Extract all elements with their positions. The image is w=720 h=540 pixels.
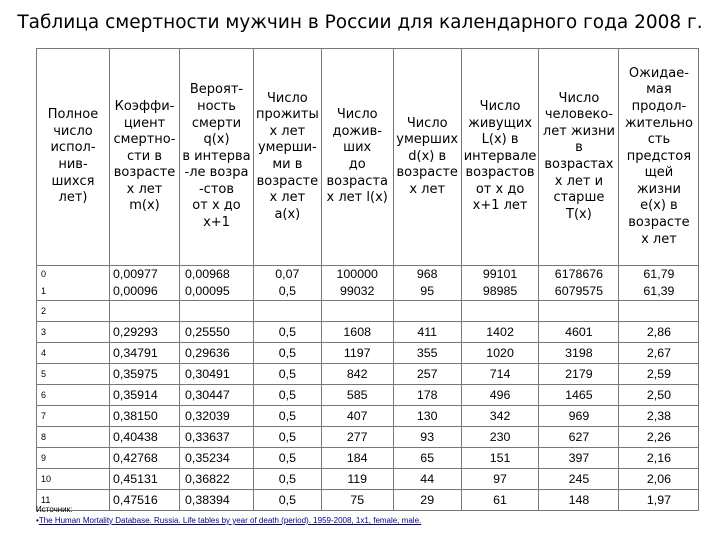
source-note [36, 504, 421, 526]
Tx-cell: 969 [539, 406, 619, 427]
Tx-cell: 1465 [539, 385, 619, 406]
table-row [37, 385, 699, 406]
mx-cell: 0,00977 0,00096 [110, 266, 180, 301]
empty-cell [110, 301, 180, 322]
ax-cell: 0,5 [254, 343, 322, 364]
dx-cell: 968 95 [393, 266, 461, 301]
header-Tx: Число человеко- лет жизни в возрастах x лет и старше T(x) [539, 49, 619, 266]
ex-cell: 2,59 [619, 364, 699, 385]
ax-cell: 0,5 [254, 469, 322, 490]
table-row [37, 364, 699, 385]
ex-cell: 1,97 [619, 490, 699, 511]
Tx-cell: 3198 [539, 343, 619, 364]
mx-cell: 0,29293 [110, 322, 180, 343]
dx-cell: 257 [393, 364, 461, 385]
source-line: •The Human Mortality Database. Russia. Life tables by year of death (period). 1959-2008, 1x1, female, male. [36, 516, 422, 525]
dx-cell: 29 [393, 490, 461, 511]
Lx-cell: 97 [461, 469, 539, 490]
lx-cell: 277 [321, 427, 393, 448]
dx-cell: 130 [393, 406, 461, 427]
ax-cell: 0,5 [254, 406, 322, 427]
lx-cell: 842 [321, 364, 393, 385]
ax-cell: 0,5 [254, 322, 322, 343]
lx-cell: 100000 99032 [321, 266, 393, 301]
source-link[interactable]: The Human Mortality Database. Russia. Life tables by year of death (period). 1959-2008, 1x1, female, male. [38, 516, 422, 525]
ex-cell: 2,26 [619, 427, 699, 448]
table-row [37, 322, 699, 343]
qx-cell: 0,30447 [180, 385, 254, 406]
mx-cell: 0,47516 [110, 490, 180, 511]
qx-cell: 0,33637 [180, 427, 254, 448]
table-row-gap [37, 301, 699, 322]
header-row [37, 49, 699, 266]
header-qx: Вероят- ность смерти q(x) в интерва -ле возра -стов от x до x+1 [180, 49, 254, 266]
ax-cell: 0,5 [254, 490, 322, 511]
empty-cell [254, 301, 322, 322]
mx-cell: 0,35975 [110, 364, 180, 385]
Tx-cell: 627 [539, 427, 619, 448]
Tx-cell: 6178676 6079575 [539, 266, 619, 301]
mx-cell: 0,35914 [110, 385, 180, 406]
age-cell: 8 [37, 427, 110, 448]
lx-cell: 184 [321, 448, 393, 469]
qx-cell: 0,30491 [180, 364, 254, 385]
Tx-cell: 2179 [539, 364, 619, 385]
ex-cell: 2,50 [619, 385, 699, 406]
mx-cell: 0,34791 [110, 343, 180, 364]
ax-cell: 0,5 [254, 364, 322, 385]
ax-cell: 0,07 0,5 [254, 266, 322, 301]
Lx-cell: 1020 [461, 343, 539, 364]
header-mx: Коэффи- циент смертно- сти в возрасте x лет m(x) [110, 49, 180, 266]
ax-cell: 0,5 [254, 385, 322, 406]
table-row [37, 469, 699, 490]
dx-cell: 355 [393, 343, 461, 364]
lx-cell: 1608 [321, 322, 393, 343]
page-title: Таблица смертности мужчин в России для календарного года 2008 г. [17, 12, 703, 33]
ex-cell: 2,06 [619, 469, 699, 490]
header-ex: Ожидае- мая продол- жительно сть предстоя щей жизни e(x) в возрасте x лет [619, 49, 699, 266]
qx-cell: 0,38394 [180, 490, 254, 511]
ax-cell: 0,5 [254, 448, 322, 469]
qx-cell: 0,32039 [180, 406, 254, 427]
age-cell: 2 [37, 301, 110, 322]
mx-cell: 0,38150 [110, 406, 180, 427]
header-age: Полное число испол- нив- шихся лет) [37, 49, 110, 266]
empty-cell [461, 301, 539, 322]
Lx-cell: 496 [461, 385, 539, 406]
header-ax: Число прожиты х лет умерши- ми в возрасте x лет a(x) [254, 49, 322, 266]
table-row [37, 427, 699, 448]
qx-cell: 0,36822 [180, 469, 254, 490]
qx-cell: 0,25550 [180, 322, 254, 343]
source-label: Источник: [36, 505, 73, 514]
Lx-cell: 151 [461, 448, 539, 469]
header-lx: Число дожив- ших до возраста x лет l(x) [321, 49, 393, 266]
lx-cell: 119 [321, 469, 393, 490]
ex-cell: 2,38 [619, 406, 699, 427]
life-table [36, 48, 699, 511]
dx-cell: 411 [393, 322, 461, 343]
qx-cell: 0,29636 [180, 343, 254, 364]
age-cell: 6 [37, 385, 110, 406]
empty-cell [539, 301, 619, 322]
lx-cell: 75 [321, 490, 393, 511]
qx-cell: 0,00968 0,00095 [180, 266, 254, 301]
empty-cell [321, 301, 393, 322]
header-dx: Число умерших d(x) в возрасте x лет [393, 49, 461, 266]
header-Lx: Число живущих L(x) в интервале возрастов от x до x+1 лет [461, 49, 539, 266]
table-row [37, 343, 699, 364]
lx-cell: 585 [321, 385, 393, 406]
age-cell: 10 [37, 469, 110, 490]
ex-cell: 2,86 [619, 322, 699, 343]
age-cell: 7 [37, 406, 110, 427]
ex-cell: 2,16 [619, 448, 699, 469]
table-row [37, 448, 699, 469]
empty-cell [619, 301, 699, 322]
Lx-cell: 714 [461, 364, 539, 385]
age-cell: 3 [37, 322, 110, 343]
ex-cell: 61,79 61,39 [619, 266, 699, 301]
dx-cell: 93 [393, 427, 461, 448]
Lx-cell: 342 [461, 406, 539, 427]
Tx-cell: 397 [539, 448, 619, 469]
mx-cell: 0,40438 [110, 427, 180, 448]
qx-cell: 0,35234 [180, 448, 254, 469]
age-cell: 9 [37, 448, 110, 469]
age-cell: 0 1 [37, 266, 110, 301]
table-row [37, 406, 699, 427]
age-cell: 11 [37, 490, 110, 511]
ax-cell: 0,5 [254, 427, 322, 448]
Tx-cell: 245 [539, 469, 619, 490]
dx-cell: 65 [393, 448, 461, 469]
empty-cell [180, 301, 254, 322]
dx-cell: 178 [393, 385, 461, 406]
Tx-cell: 148 [539, 490, 619, 511]
Lx-cell: 230 [461, 427, 539, 448]
table-row-group-1 [37, 266, 699, 301]
dx-cell: 44 [393, 469, 461, 490]
age-cell: 5 [37, 364, 110, 385]
mx-cell: 0,42768 [110, 448, 180, 469]
Lx-cell: 1402 [461, 322, 539, 343]
Lx-cell: 99101 98985 [461, 266, 539, 301]
age-cell: 4 [37, 343, 110, 364]
Tx-cell: 4601 [539, 322, 619, 343]
Lx-cell: 61 [461, 490, 539, 511]
lx-cell: 1197 [321, 343, 393, 364]
lx-cell: 407 [321, 406, 393, 427]
ex-cell: 2,67 [619, 343, 699, 364]
mx-cell: 0,45131 [110, 469, 180, 490]
empty-cell [393, 301, 461, 322]
